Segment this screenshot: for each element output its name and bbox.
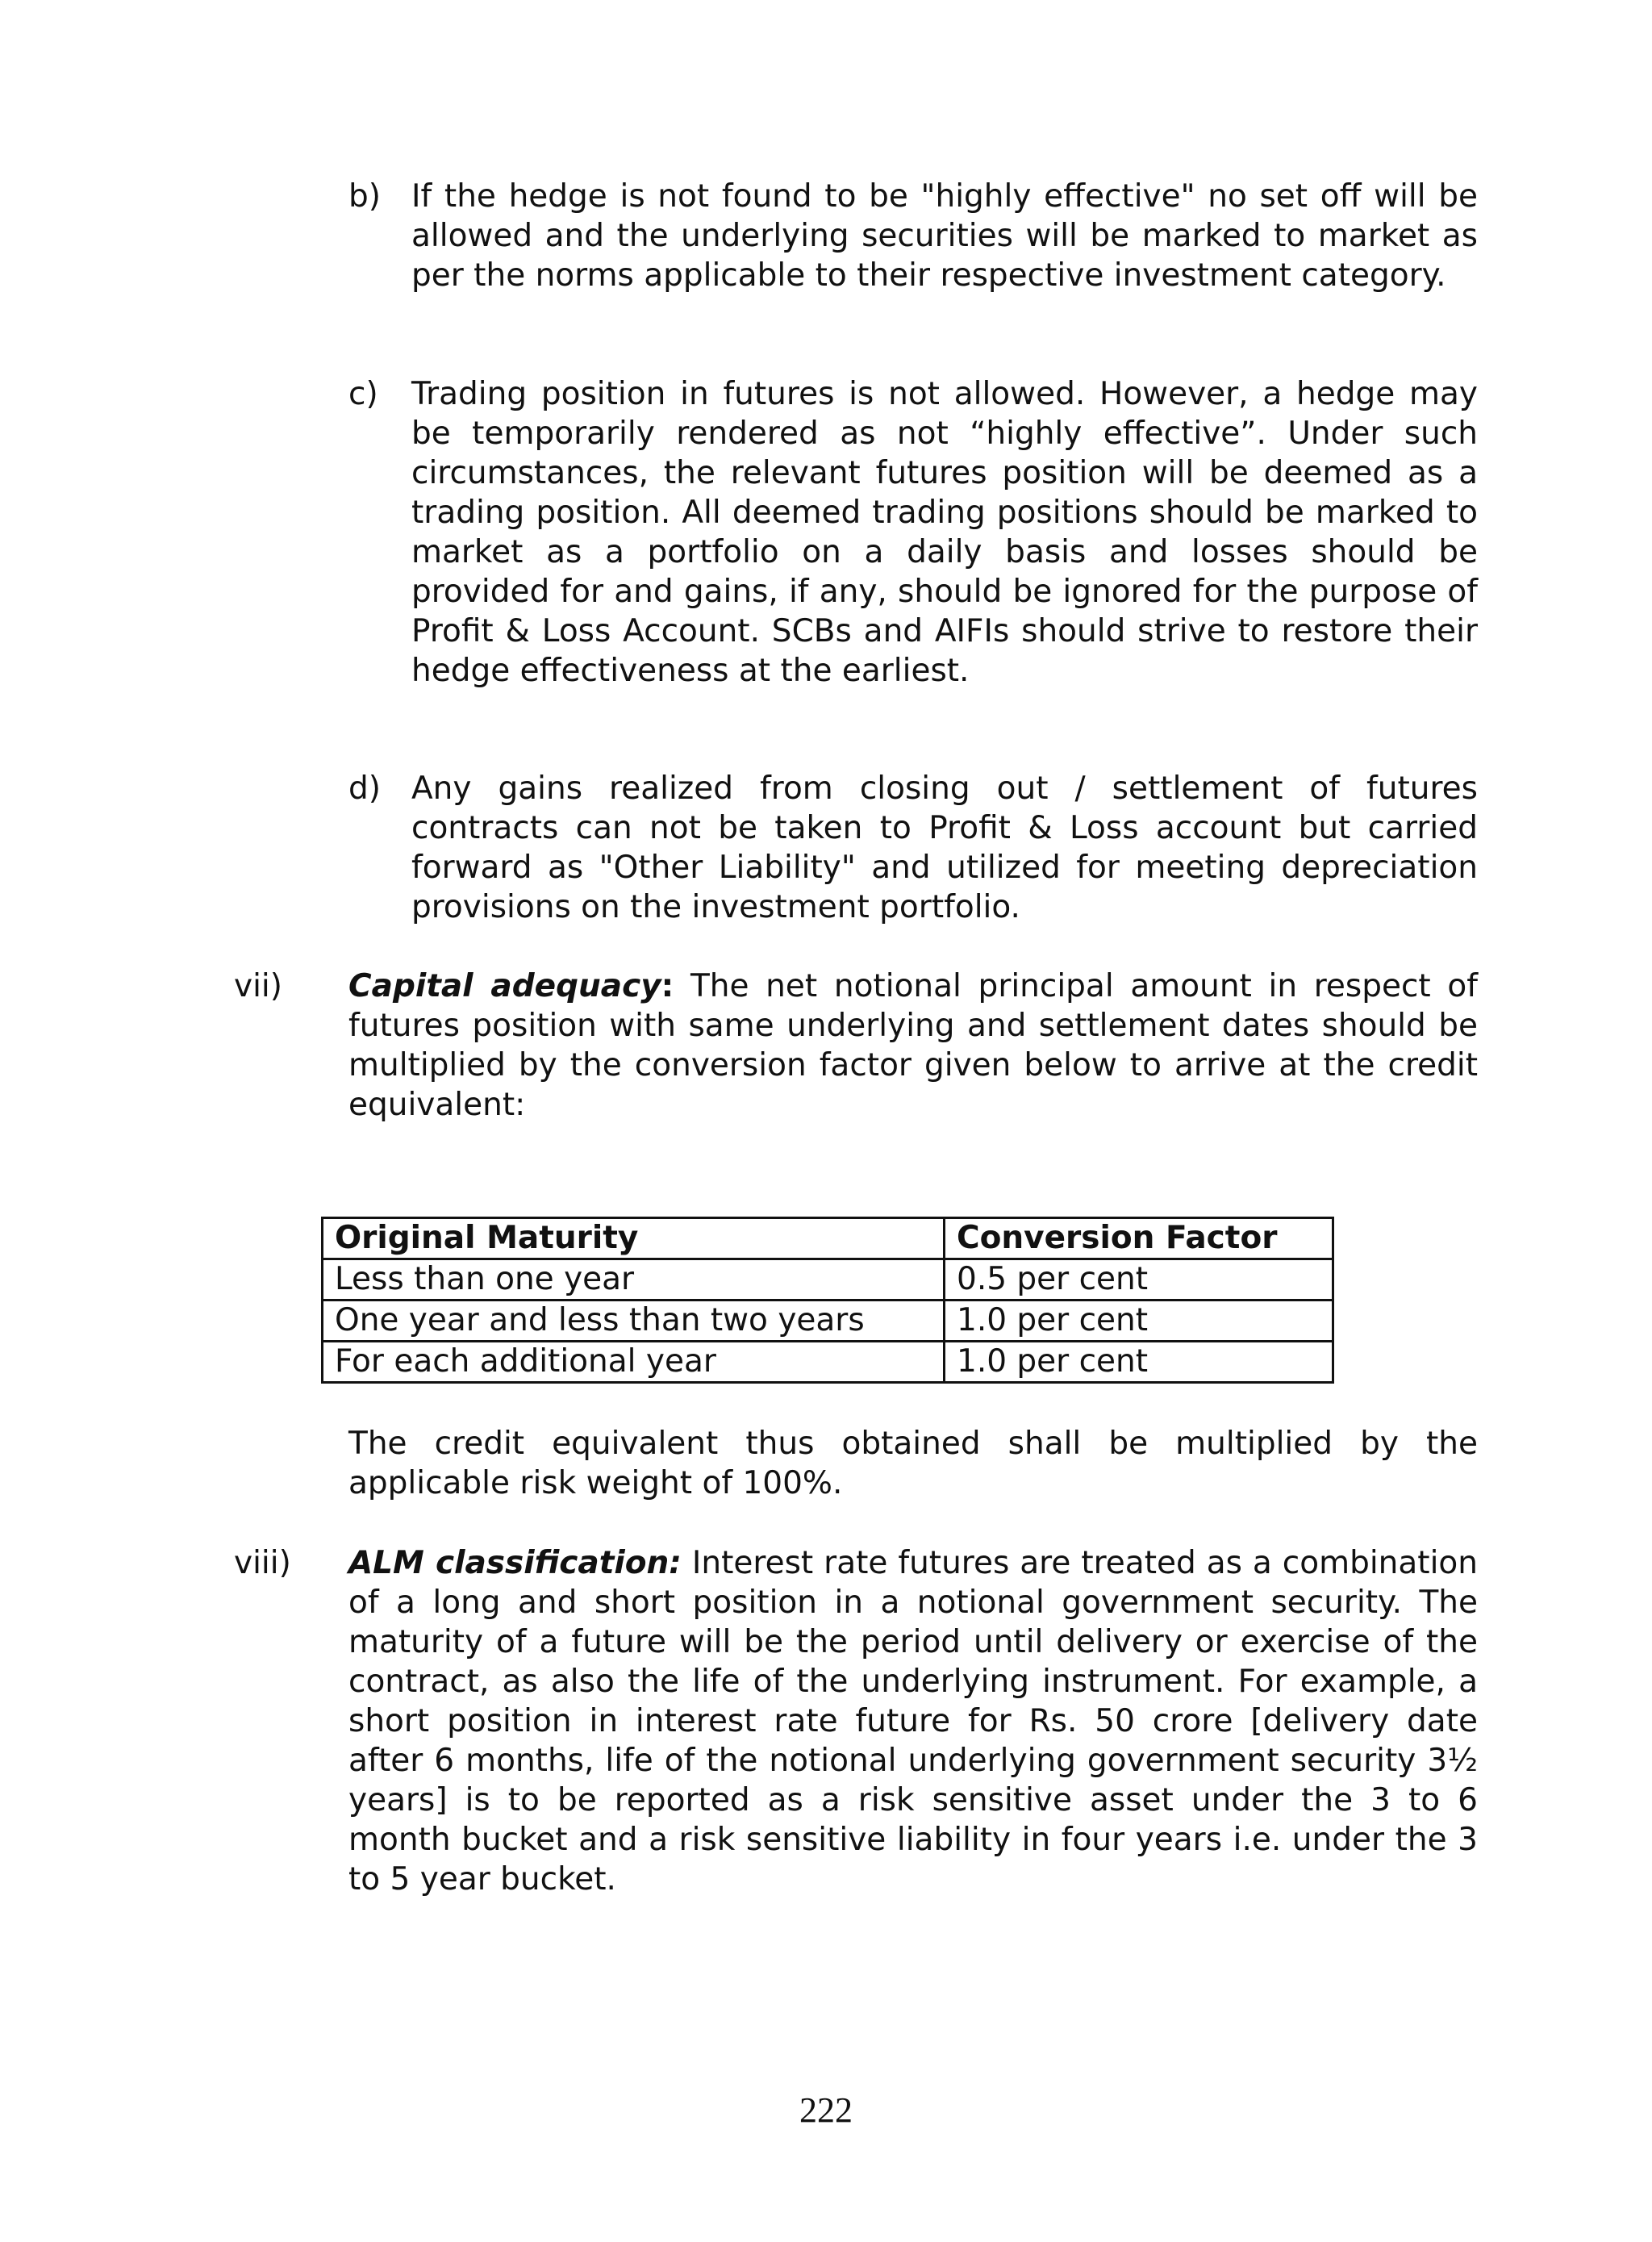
table-row — [323, 1259, 1333, 1301]
table-header-row — [323, 1218, 1333, 1259]
section-viii-text: Interest rate futures are treated as a combination of a long and short position in a notional government security. The maturity of a future will be the period until delivery or exercise of the contract, as also the life of the underlying instrument. For example, a short position in interest rate future for Rs. 50 crore [delivery date after 6 months, life of the notional underlying government security 3½ years] is to be reported as a risk sensitive asset under the 3 to 6 month bucket and a risk sensitive liability in four years i.e. under the 3 to 5 year bucket. — [348, 1545, 1478, 1898]
section-viii-heading: ALM classification: — [348, 1545, 682, 1581]
conversion-factor-table — [321, 1217, 1334, 1384]
item-c-paragraph: Trading position in futures is not allowed. However, a hedge may be temporarily rendered as not “highly effective”. Under such circumstances, the relevant futures position will be deemed as a trading position. All deemed trading positions should be marked to market as a portfolio on a daily basis and losses should be provided for and gains, if any, should be ignored for the purpose of Profit & Loss Account. SCBs and AIFIs should strive to restore their hedge effectiveness at the earliest. — [411, 376, 1478, 689]
section-vii-text: The net notional principal amount in respect of futures position with same underlying and settlement dates should be multiplied by the conversion factor given below to arrive at the credit equivalent: — [348, 968, 1479, 1123]
section-vii-after-table: The credit equivalent thus obtained shall be multiplied by the applicable risk weight of 100%. — [348, 1426, 1478, 1501]
section-vii-separator: : — [661, 968, 674, 1004]
table-cell-factor: 1.0 per cent — [945, 1301, 1333, 1342]
section-vii-paragraph — [348, 967, 1478, 1125]
item-d-paragraph: Any gains realized from closing out / settlement of futures contracts can not be taken to Profit & Loss account but carried forward as "Other Liability" and utilized for meeting depreciation provisions on the investment portfolio. — [411, 770, 1478, 925]
table-cell-maturity: One year and less than two years — [323, 1301, 945, 1342]
table-row — [323, 1342, 1333, 1383]
item-d-marker: d) — [348, 770, 381, 807]
page-number: 222 — [799, 2090, 853, 2130]
header-conversion-factor: Conversion Factor — [945, 1218, 1333, 1259]
section-vii-marker: vii) — [234, 968, 282, 1004]
table-row — [323, 1301, 1333, 1342]
item-b-paragraph: If the hedge is not found to be "highly effective" no set off will be allowed and the underlying securities will be marked to market as per the norms applicable to their respective investment category. — [411, 178, 1478, 294]
table-cell-factor: 0.5 per cent — [945, 1259, 1333, 1301]
table-cell-maturity: Less than one year — [323, 1259, 945, 1301]
table-cell-factor: 1.0 per cent — [945, 1342, 1333, 1383]
section-vii-heading: Capital adequacy — [348, 968, 661, 1004]
section-viii-marker: viii) — [234, 1545, 291, 1581]
table-cell-maturity: For each additional year — [323, 1342, 945, 1383]
item-b-marker: b) — [348, 178, 381, 215]
item-c-marker: c) — [348, 376, 378, 412]
header-original-maturity: Original Maturity — [323, 1218, 945, 1259]
section-viii-paragraph — [348, 1543, 1478, 1899]
